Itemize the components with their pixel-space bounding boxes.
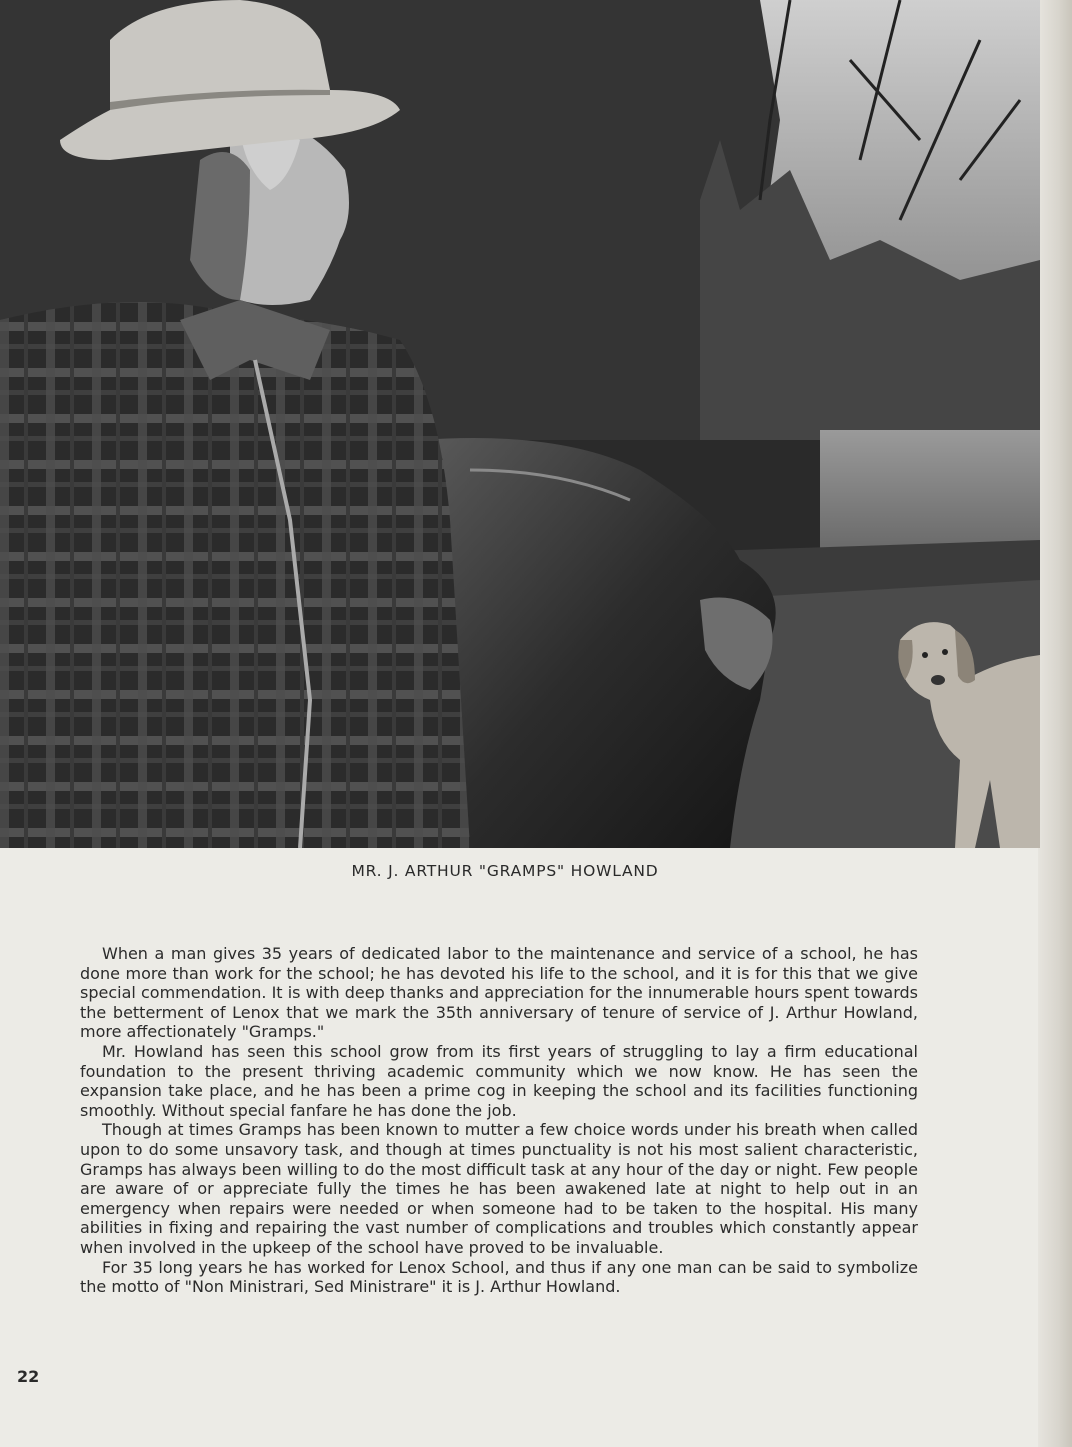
page-number: 22 [17,1367,40,1386]
paragraph-3: Though at times Gramps has been known to mutter a few choice words under his breath when called upon to do some unsavory task, and though at times punctuality is not his most salient characteristic, Gramps has always been willing to do the most difficult task at any hour of the day or night. Few people are aware of or appreciate fully the times he has been awakened late at night to help out in an emergency when repairs were needed or when someone had to be taken to the hospital. His many abilities in fixing and repairing the vast number of complications and troubles which constantly appear when involved in the upkeep of the school have proved to be invaluable. [80,1120,918,1257]
paragraph-4: For 35 long years he has worked for Lenox School, and thus if any one man can be said to symbolize the motto of "Non Ministrari, Sed Ministrare" it is J. Arthur Howland. [80,1257,918,1297]
photo-caption: MR. J. ARTHUR "GRAMPS" HOWLAND [351,862,659,880]
page-edge [1038,0,1072,1447]
article-body [80,944,918,1297]
paragraph-1: When a man gives 35 years of dedicated labor to the maintenance and service of a school, he has done more than work for the school; he has devoted his life to the school, and it is for this that we give special commendation. It is with deep thanks and appreciation for the innumerable hours spent towards the betterment of Lenox that we mark the 35th anniversary of tenure of service of J. Arthur Howland, more affectionately "Gramps." [80,944,918,1042]
paragraph-2: Mr. Howland has seen this school grow from its first years of struggling to lay a firm educational foundation to the present thriving academic community which we now know. He has seen the expansion take place, and he has been a prime cog in keeping the school and its facilities functioning smoothly. Without special fanfare he has done the job. [80,1041,918,1120]
